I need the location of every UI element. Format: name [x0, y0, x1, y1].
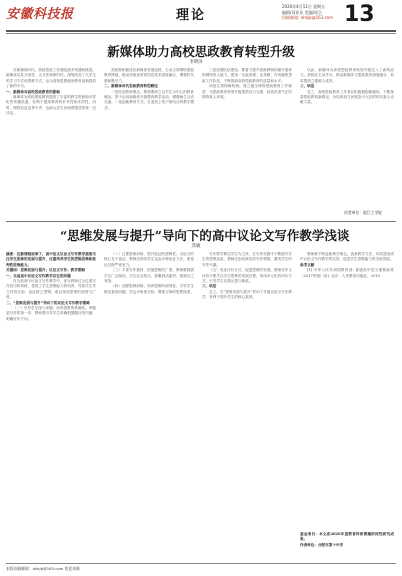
paragraph: 三是加强队伍建设。要着力提升思政教师的媒介素养和网络育人能力，建设一支政治强、业务精、作风硬的思政工作队伍，不断提高高校思政教育的质量和水平。	[202, 68, 292, 83]
issue-date: 2020年4月11日 星期五	[282, 4, 326, 9]
fund-note: 基金项目：本文系2020年度教育科研课题阶段性研究成果。	[300, 532, 394, 542]
subheading: 二、“思维发展与提升”导向下的议论文写作教学策略	[6, 300, 90, 305]
submission-email: 投稿邮箱: ahkjb@163.com	[282, 15, 334, 20]
article1-column-3	[202, 68, 292, 214]
paragraph: 总之，在“思维发展与提升”导向下开展议论文写作教学，有利于提升学生的核心素养。	[202, 289, 292, 300]
article2-column-3	[202, 252, 292, 558]
page-footer: 本版投稿邮箱：ahkjb@163.com 欢迎来稿	[6, 566, 80, 571]
article2-column-2	[104, 252, 194, 558]
article1-headline: 新媒体助力高校思政教育转型升级	[107, 44, 295, 59]
paragraph: 写作教学要以学生为主体，在写作实践中不断提升学生的思维品质。教师应创设真实的写作情境，激发学生的写作兴趣。	[202, 252, 292, 267]
paragraph: 在新媒体时代，高校思政工作面临诸多机遇和挑战。新媒体以其开放性、交互性和即时性，深刻改变了大学生的学习方式和思维方式，也为高校思想政治教育创新提供了新的平台。	[6, 68, 96, 89]
paragraph: （四）加强思辨训练，培养思维的深刻性。引导学生辩证看待问题，学会多角度分析，增强文章的思想深度。	[104, 284, 194, 294]
article2-author-note: 作者单位：合肥市第十中学	[300, 542, 344, 547]
header-rule-thin	[6, 33, 396, 34]
editor-credits: 编辑/刘亚东 美编/周立	[282, 9, 322, 15]
article1-author-note: 作者单位：皖江工学院	[344, 210, 382, 215]
paragraph: 在当前高中议论文写作教学中，部分教师过分注重写作技巧的训练，忽视了学生思维能力的培养，导致学生作文内容空洞、论证缺乏逻辑，难以体现思维的深度与广度。	[6, 279, 96, 300]
paragraph: 一是转变教育理念。教师要树立以学生为中心的教育理念，善于运用新媒体开展教育教学活动，增强师生互动交流。二是创新教育方式，打造线上线下相结合的教学模式。	[104, 89, 194, 110]
paragraph: （三）丰富写作素材，拓展思维的广度。教师要鼓励学生广泛阅读，关注社会热点，积累鲜活素材，做到言之有物。	[104, 268, 194, 284]
paragraph: 新媒体为高校思政教育提供了丰富的教学资源和多样化的传播渠道，有利于提高教育的针对性和实效性。同时，网络信息良莠不齐，也给大学生价值观塑造带来一定冲击。	[6, 95, 96, 116]
dateline	[282, 4, 340, 21]
article-divider	[6, 221, 396, 222]
article2-headline: “思维发展与提升”导向下的高中议论文写作教学浅谈	[60, 228, 350, 243]
article2-byline: 苏敏	[191, 244, 201, 249]
subheading: 三、结语	[202, 284, 217, 289]
subheading: 参考文献	[300, 262, 315, 267]
subheading: 三、结语	[300, 84, 315, 89]
paragraph: 以此，新媒体为高校思政教育转型升级注入了新的活力。高校应主动作为，推动新媒体与思政教育深度融合，切实提高立德树人成效。	[300, 68, 394, 83]
reference-entry: [1] 中华人民共和国教育部. 普通高中语文课程标准（2017年版）[S]. 北京：人民教育出版社，2018.	[300, 268, 394, 278]
article2-column-1	[6, 252, 96, 558]
article1-byline: 李明泽	[189, 60, 203, 65]
paragraph: （二）注重思维训练，提升论证的逻辑性。议论文的核心在于论证，教师应指导学生运用多种论证方法，使论证过程严密有力。	[104, 252, 194, 267]
paragraph: （五）优化评价方式，促进思维的发展。教师在作文评价中要关注学生思维的发展过程，采用多元化的评价方式，引导学生自我反思与修改。	[202, 268, 292, 284]
article1-column-1	[6, 68, 96, 214]
paragraph: 总之，高校思政教育工作者应积极拥抱新媒体，不断探索思政教育新路径，为培养担当民族复兴大任的时代新人贡献力量。	[300, 89, 394, 105]
header-rule	[6, 30, 396, 32]
newspaper-logo: 安徽科技报	[6, 7, 74, 22]
article-summary: 摘要：在新课程标准下，高中语文议论文写作教学需要关注学生思维的发展与提升，注重培养学生的逻辑思维和批判性思维能力。	[6, 252, 96, 267]
article1-column-4	[300, 68, 394, 206]
paragraph: 高校要积极适应新媒体发展趋势，主动占领网络思政教育阵地，推动传统优势同信息技术高度融合，增强时代感和吸引力。	[104, 68, 194, 83]
article2-notes	[300, 532, 394, 558]
subheading: 一、新媒体对高校思政教育的影响	[6, 89, 60, 94]
paragraph: 四是完善保障机制。建立健全网络思政教育工作制度，为思政教育转型升级提供有力支撑，营造风清气正的网络育人环境。	[202, 84, 292, 100]
paragraph: （一）引导学生深入审题，培养思维的准确性。审题是写作的第一步，教师要引导学生准确把握题目的内涵，明确写作方向。	[6, 306, 96, 321]
page-number: 13	[344, 2, 375, 27]
section-title: 理论	[176, 8, 207, 23]
article1-column-2	[104, 68, 194, 214]
footer-rule	[6, 563, 396, 564]
paragraph: 教师要不断更新教学理念，创新教学方法，切实提高高中议论文写作教学的实效，促进学生思维能力的全面发展。	[300, 252, 394, 262]
subheading: 二、新媒体时代思政教育转型路径	[104, 84, 158, 89]
article2-column-4	[300, 252, 394, 528]
subheading: 一、当前高中议论文写作教学存在的问题	[6, 273, 71, 278]
article-keywords: 关键词：思维发展与提升；议论文写作；教学策略	[6, 268, 86, 273]
